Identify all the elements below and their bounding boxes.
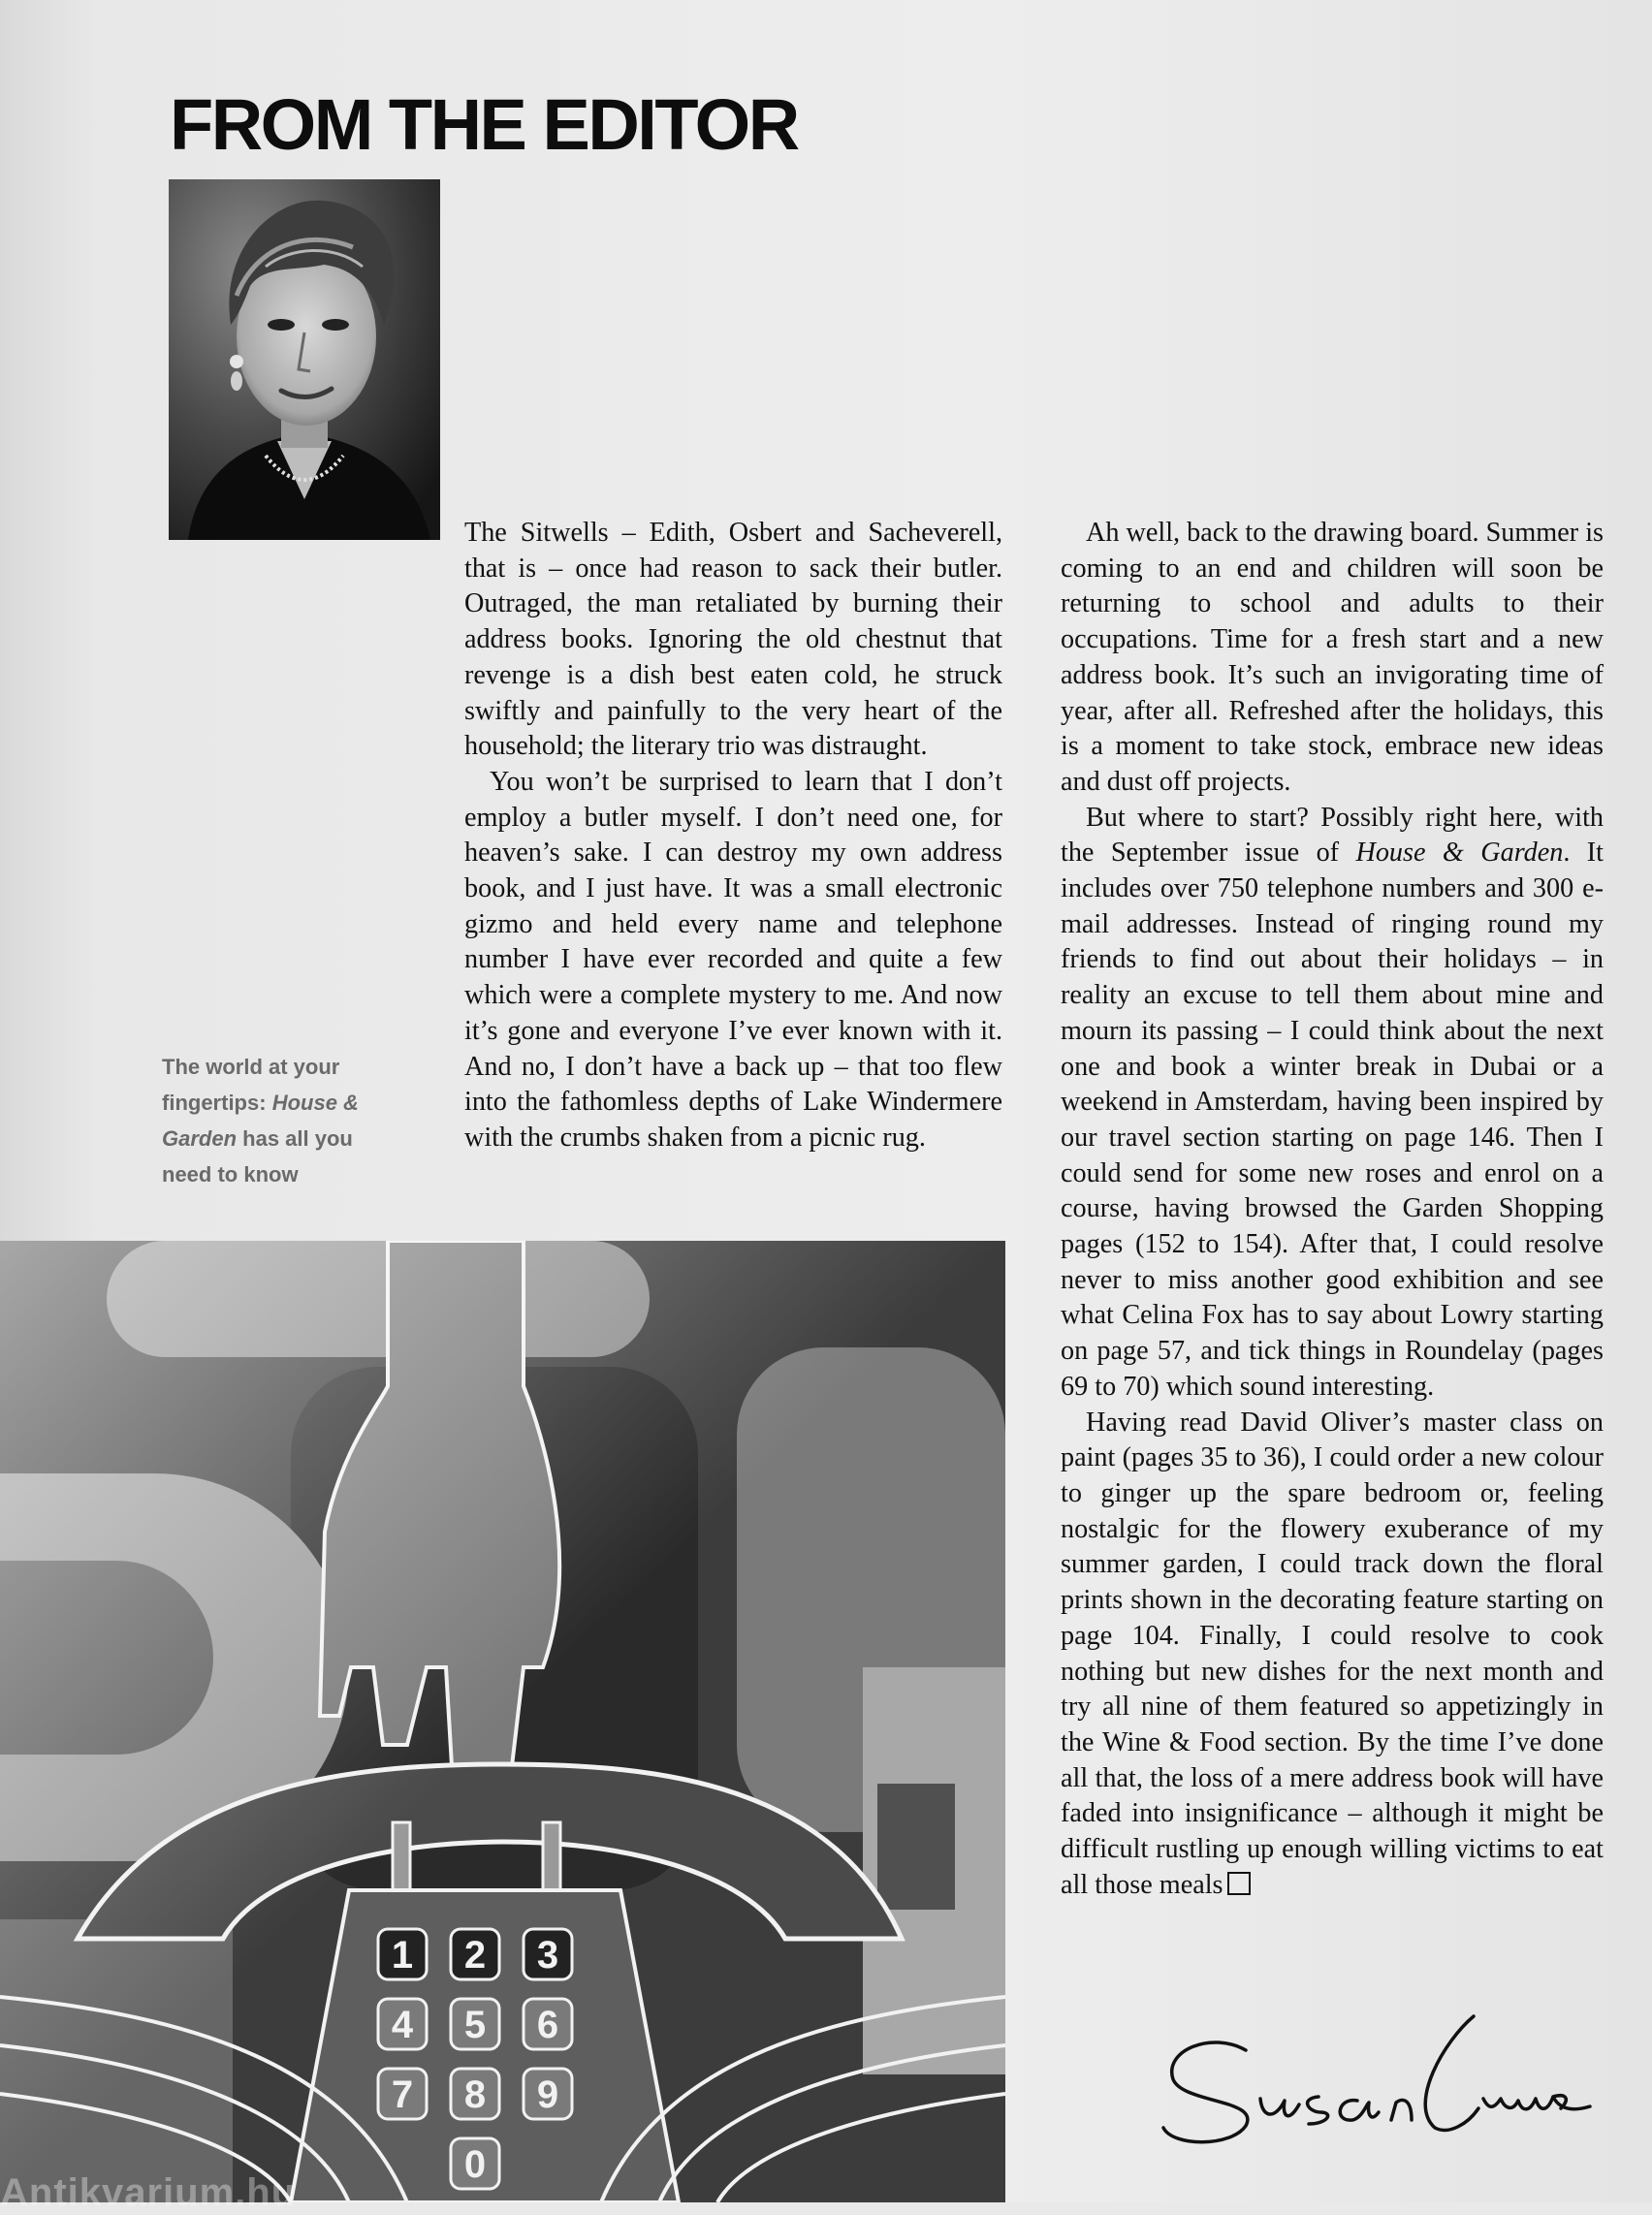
page-title: FROM THE EDITOR bbox=[170, 84, 798, 165]
editor-portrait bbox=[169, 179, 440, 540]
article-column-2 bbox=[1061, 516, 1604, 1903]
photo-caption: The world at your fingertips: House & Garden has all you need to know bbox=[162, 1055, 359, 1187]
end-mark-icon bbox=[1227, 1872, 1251, 1895]
article-paragraph: You won’t be surprised to learn that I don’t employ a butler myself. I don’t need one, for heaven’s sake. I can destroy my own address book, and I just have. It was a small electronic gizmo and held every name and telephone number I have ever recorded and quite a few which were a complete mystery to me. And now it’s gone and everyone I’ve ever known with it. And no, I don’t have a back up – that too flew into the fathomless depths of Lake Windermere with the crumbs shaken from a picnic rug. bbox=[464, 766, 1002, 1153]
magazine-name: House & Garden bbox=[162, 1091, 359, 1151]
article-paragraph: Ah well, back to the drawing board. Summer is coming to an end and children will soon be returning to school and adults to their occupations. Time for a fresh start and a new address book. It’s such an invigorating time of year, after all. Refreshed after the holidays, this is a moment to take stock, embrace new ideas and dust off projects. bbox=[1061, 518, 1604, 797]
telephone-illustration bbox=[0, 1241, 1005, 2202]
editor-signature bbox=[1154, 2011, 1600, 2157]
watermark: Antikvarium.hu bbox=[0, 2171, 297, 2214]
magazine-name: House & Garden bbox=[1355, 838, 1564, 869]
article-paragraph: The Sitwells – Edith, Osbert and Sacheverell, that is – once had reason to sack their butler. Outraged, the man retaliated by burning their address books. Ignoring the old chestnut that revenge is a dish best eaten cold, he struck swiftly and painfully to the very heart of the household; the literary trio was distraught. bbox=[464, 518, 1002, 762]
article-column-1 bbox=[464, 516, 1002, 1156]
article-paragraph: Having read David Oliver’s master class on paint (pages 35 to 36), I could order a new colour to ginger up the spare bedroom or, feeling nostalgic for the flowery exuberance of my summer garden, I could track down the floral prints shown in the decorating feature starting on page 104. Finally, I could resolve to cook nothing but new dishes for the next month and try all nine of them featured so appetizingly in the Wine & Food section. By the time I’ve done all that, the loss of a mere address book will have faded into insignificance – although it might be difficult rustling up enough willing victims to eat all those meals bbox=[1061, 1407, 1604, 1900]
article-paragraph: But where to start? Possibly right here, with the September issue of House & Garden. It includes over 750 telephone numbers and 300 e-mail addresses. Instead of ringing round my friends to find out about their holidays – in reality an excuse to tell them about mine and mourn its passing – I could think about the next one and book a winter break in Dubai or a weekend in Amsterdam, having been inspired by our travel section starting on page 146. Then I could send for some new roses and enrol on a course, having browsed the Garden Shopping pages (152 to 154). After that, I could resolve never to miss another good exhibition and see what Celina Fox has to say about Lowry starting on page 57, and tick things in Roundelay (pages 69 to 70) which sound interesting. bbox=[1061, 802, 1604, 1402]
